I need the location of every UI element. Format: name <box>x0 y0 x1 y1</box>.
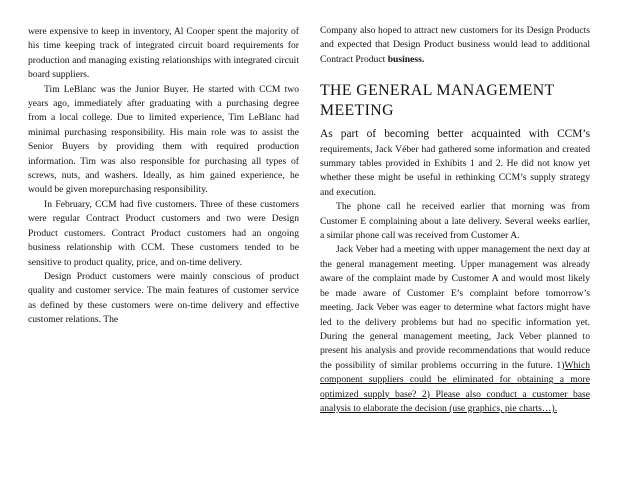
right-paragraph-2 <box>320 127 590 200</box>
left-paragraph-2: Tim LeBlanc was the Junior Buyer. He started with CCM two years ago, immediately after graduating with a purchasing degree from a local college. Due to limited experience, Tim LeBlanc had minimal purchasing responsibility. His main role was to assist the Senior Buyers by providing them with required production information. Tim was also responsible for purchasing all types of screws, nuts, and washers. Ideally, as him gained experience, he would be given morepurchasing responsibility. <box>28 83 299 196</box>
right-column <box>320 24 590 416</box>
right-paragraph-3: The phone call he received earlier that morning was from Customer E complaining about a late delivery. Several weeks earlier, a similar phone call was received from Customer A. <box>320 201 590 242</box>
right-paragraph-2-lead: As part of becoming better acquainted with CCM’s <box>320 128 590 141</box>
right-paragraph-1-bold: business. <box>387 53 425 65</box>
right-paragraph-1-text: Company also hoped to attract new customers for its Design Products and expected that Design Product business would lead to additional Contract Product <box>320 25 590 65</box>
left-column <box>28 25 299 328</box>
right-paragraph-4-text: Jack Veber had a meeting with upper management the next day at the general management meeting. Upper management was already aware of the complaint made by Customer A and would most likely be made aware of Customer E’s complaint before tomorrow’s meeting. Jack Veber was eager to determine what factors might have led to the delivery problems but had no specific information yet. During the general management meeting, Jack Veber planned to present his analysis and provide recommendations that would reduce the possibility of similar problems occurring in the future. 1) <box>320 244 590 371</box>
right-paragraph-4-underlined: Which component suppliers could be eliminated for obtaining a more optimized supply base? 2) Please also conduct a customer base analysis to elaborate the decision (use graphics, pie charts…). <box>320 359 590 414</box>
left-paragraph-1: were expensive to keep in inventory, Al Cooper spent the majority of his time keeping track of integrated circuit board requirements for production and managing existing relationships with integrated circuit board suppliers. <box>28 26 299 81</box>
left-paragraph-4: Design Product customers were mainly conscious of product quality and customer service. The main features of customer service as defined by these customers were on-time delivery and effective customer relations. The <box>28 270 299 326</box>
right-paragraph-4 <box>320 243 590 416</box>
right-paragraph-2-rest: requirements, Jack Véber had gathered some information and created summary tables provided in Exhibits 1 and 2. He did not know yet whether these might be useful in rethinking CCM’s supply strategy and execution. <box>320 143 590 198</box>
section-heading: THE GENERAL MANAGEMENT MEETING <box>320 82 555 120</box>
right-paragraph-1 <box>320 24 590 67</box>
left-paragraph-3: In February, CCM had five customers. Three of these customers were regular Contract Product customers and two were Design Product customers. Contract Product customers had an ongoing business relationship with CCM. These customers tended to be sensitive to product quality, price, and on-time delivery. <box>28 198 299 268</box>
